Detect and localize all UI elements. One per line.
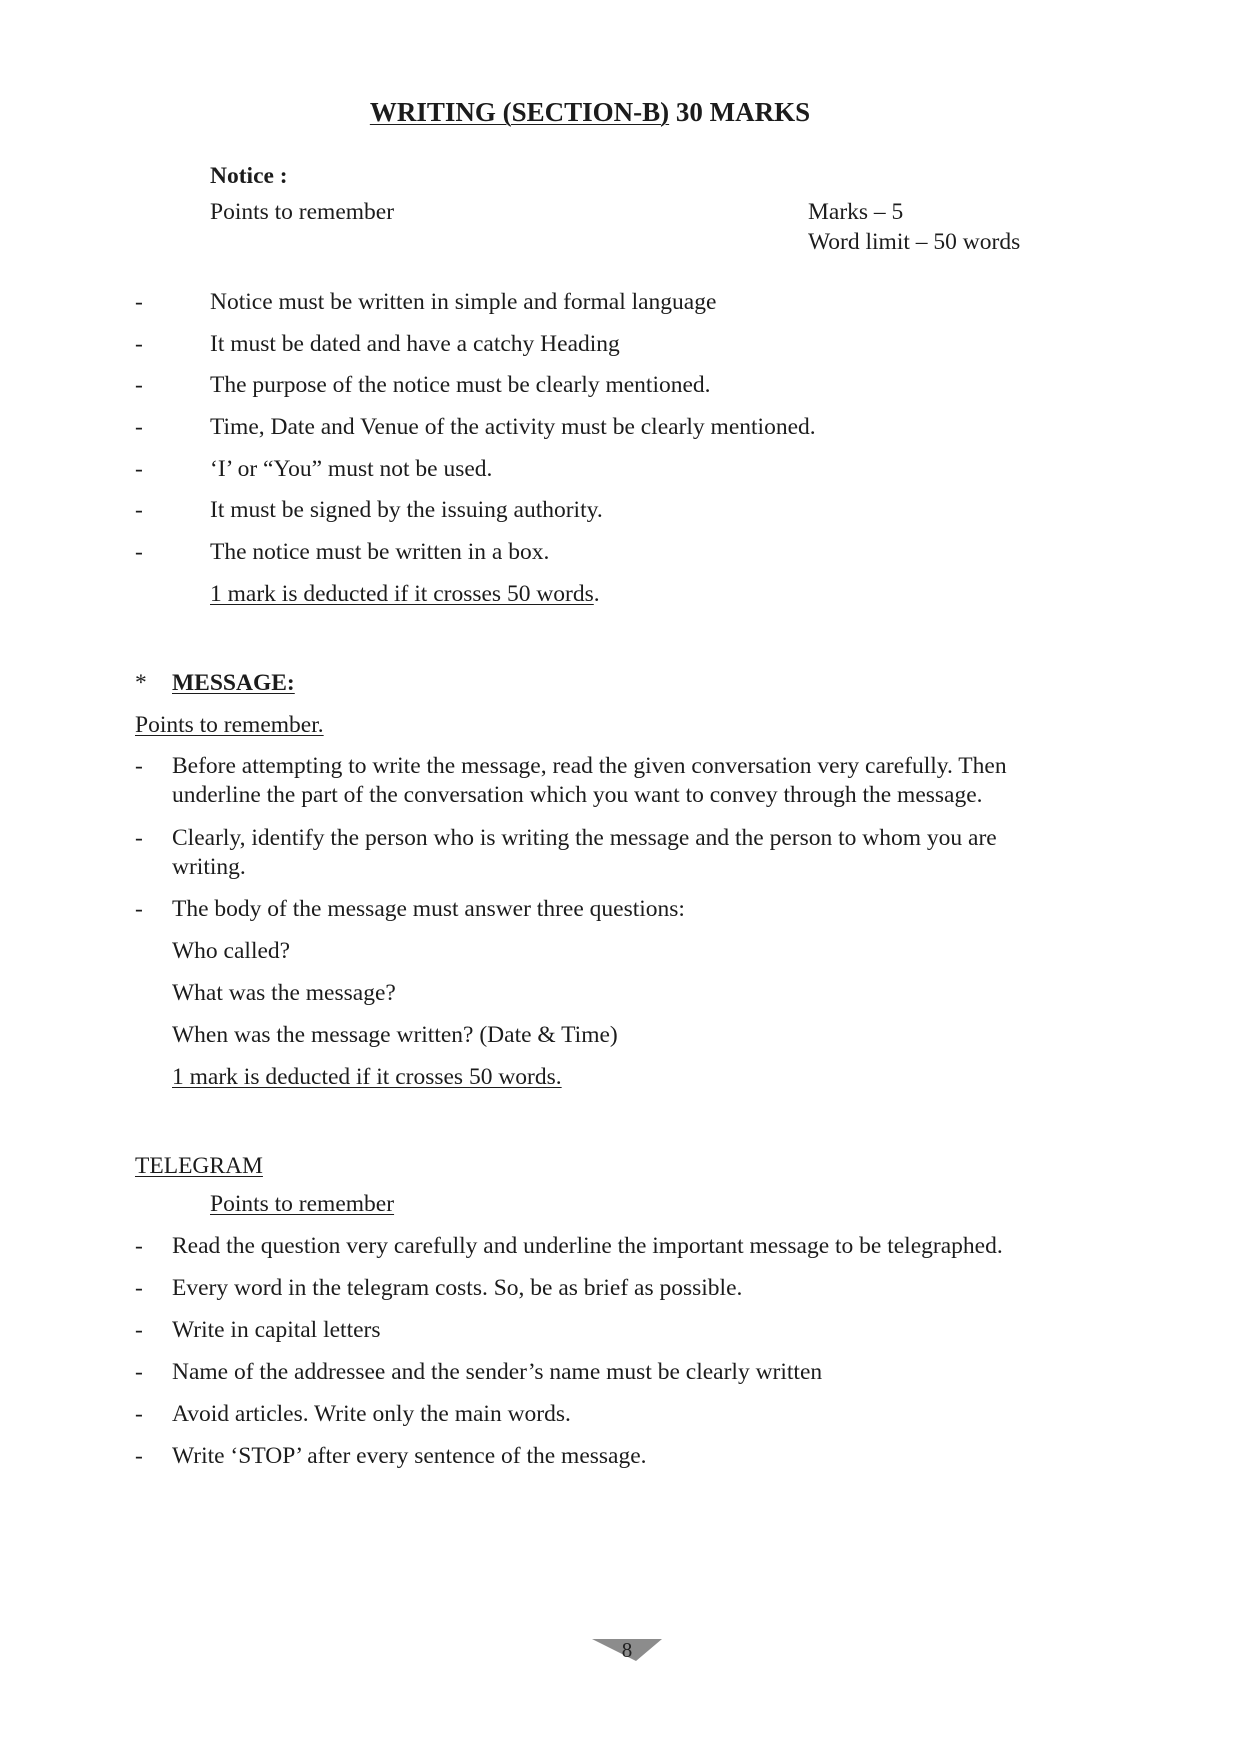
telegram-heading: TELEGRAM xyxy=(135,1153,263,1179)
notice-deduction-text: 1 mark is deducted if it crosses 50 words xyxy=(210,581,594,607)
page-title-section: WRITING (SECTION-B) xyxy=(369,97,670,127)
notice-marks: Marks – 5 xyxy=(808,199,904,225)
page-title-marks: 30 MARKS xyxy=(669,97,811,127)
list-bullet: - xyxy=(135,497,143,523)
list-item: Name of the addressee and the sender’s name must be clearly written xyxy=(172,1359,823,1385)
message-deduction: 1 mark is deducted if it crosses 50 words. xyxy=(172,1064,562,1090)
list-bullet: - xyxy=(135,539,143,565)
message-question: Who called? xyxy=(172,938,291,964)
list-item: Time, Date and Venue of the activity must be clearly mentioned. xyxy=(210,414,816,440)
message-question: When was the message written? (Date & Time) xyxy=(172,1022,618,1048)
list-bullet: - xyxy=(135,372,143,398)
list-bullet: - xyxy=(135,1317,143,1343)
telegram-points-label: Points to remember xyxy=(210,1191,395,1217)
list-bullet: - xyxy=(135,414,143,440)
page-title xyxy=(0,96,1180,130)
list-item: Clearly, identify the person who is writing the message and the person to whom you are writing. xyxy=(172,825,997,881)
list-item: Notice must be written in simple and formal language xyxy=(210,289,717,315)
list-item: Write ‘STOP’ after every sentence of the message. xyxy=(172,1443,647,1469)
list-item: It must be dated and have a catchy Heading xyxy=(210,331,620,357)
page-number: 8 xyxy=(621,1638,633,1662)
message-points-label: Points to remember. xyxy=(135,712,324,738)
page-number-marker xyxy=(592,1638,662,1662)
list-bullet: - xyxy=(135,1233,143,1259)
list-bullet: - xyxy=(135,896,143,922)
notice-deduction-period: . xyxy=(593,581,600,607)
list-bullet: - xyxy=(135,825,143,851)
list-bullet: - xyxy=(135,1275,143,1301)
message-heading: MESSAGE: xyxy=(172,670,295,696)
list-item: Read the question very carefully and underline the important message to be telegraphed. xyxy=(172,1233,1003,1259)
message-star: * xyxy=(135,670,147,696)
notice-heading: Notice : xyxy=(210,163,288,189)
notice-deduction xyxy=(210,580,600,609)
message-question: What was the message? xyxy=(172,980,396,1006)
list-bullet: - xyxy=(135,1443,143,1469)
list-item: Before attempting to write the message, read the given conversation very carefully. Then underline the part of the conversation which you want to convey through the message. xyxy=(172,753,1007,809)
list-bullet: - xyxy=(135,1401,143,1427)
notice-word-limit: Word limit – 50 words xyxy=(808,229,1021,255)
list-item: The purpose of the notice must be clearly mentioned. xyxy=(210,372,711,398)
notice-points-label: Points to remember xyxy=(210,199,395,225)
list-item: The notice must be written in a box. xyxy=(210,539,550,565)
list-bullet: - xyxy=(135,1359,143,1385)
list-item: Every word in the telegram costs. So, be as brief as possible. xyxy=(172,1275,743,1301)
list-item: It must be signed by the issuing authority. xyxy=(210,497,603,523)
list-item: The body of the message must answer three questions: xyxy=(172,896,685,922)
list-bullet: - xyxy=(135,753,143,779)
list-bullet: - xyxy=(135,456,143,482)
list-bullet: - xyxy=(135,289,143,315)
list-item: Avoid articles. Write only the main words. xyxy=(172,1401,571,1427)
list-bullet: - xyxy=(135,331,143,357)
list-item: ‘I’ or “You” must not be used. xyxy=(210,456,493,482)
list-item: Write in capital letters xyxy=(172,1317,381,1343)
